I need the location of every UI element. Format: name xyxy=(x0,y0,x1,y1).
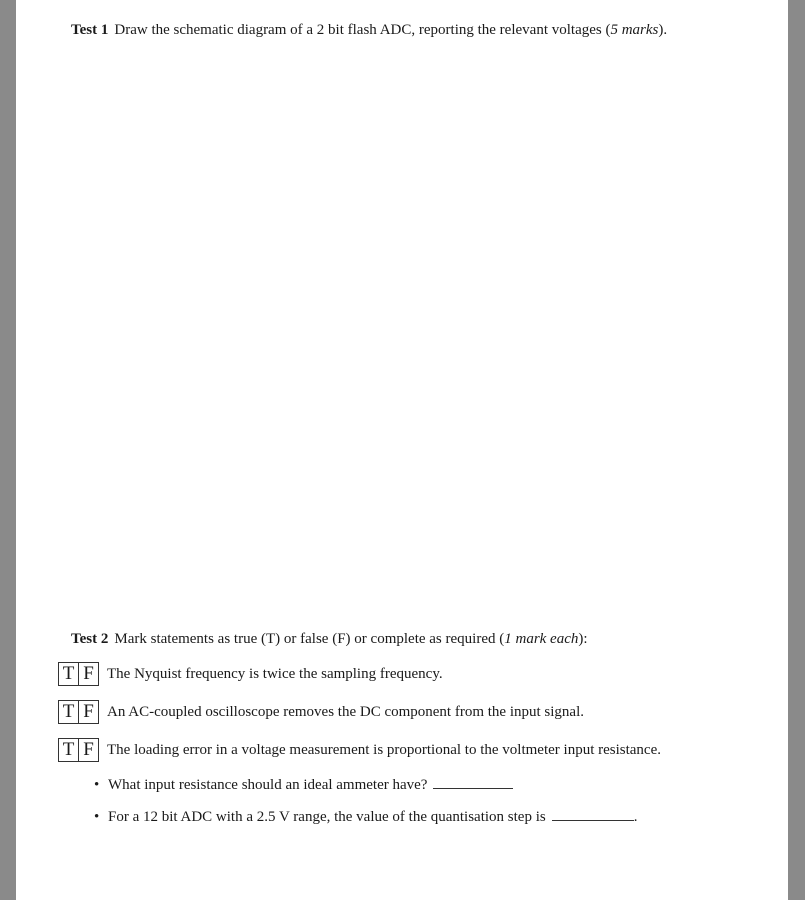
true-box[interactable]: T xyxy=(62,739,75,760)
statement-text: The loading error in a voltage measurement is proportional to the voltmeter input resistance. xyxy=(107,741,661,758)
false-box[interactable]: F xyxy=(78,663,98,685)
test1-heading xyxy=(71,22,667,39)
bullet-text: For a 12 bit ADC with a 2.5 V range, the value of the quantisation step is xyxy=(108,809,546,825)
answer-blank[interactable] xyxy=(433,787,513,789)
statement-text: The Nyquist frequency is twice the sampling frequency. xyxy=(107,665,443,682)
tf-box xyxy=(58,700,99,724)
false-box[interactable]: F xyxy=(78,739,98,761)
tf-statement-2 xyxy=(58,700,584,724)
test1-suffix: ). xyxy=(658,22,668,38)
true-box[interactable]: T xyxy=(62,663,75,684)
bullet-text: What input resistance should an ideal ammeter have? xyxy=(108,777,428,793)
test1-text: Draw the schematic diagram of a 2 bit flash ADC, reporting the relevant voltages ( xyxy=(114,22,611,38)
test2-heading xyxy=(71,631,588,648)
test1-number: Test 1 xyxy=(71,22,109,38)
test2-marks: 1 mark each xyxy=(504,631,579,647)
tf-box xyxy=(58,738,99,762)
bullet-icon: • xyxy=(94,809,100,825)
test1-marks: 5 marks xyxy=(610,22,659,38)
tf-statement-3 xyxy=(58,738,661,762)
test2-number: Test 2 xyxy=(71,631,109,647)
statement-text: An AC-coupled oscilloscope removes the DC component from the input signal. xyxy=(107,703,584,720)
bullet-question-1 xyxy=(94,777,513,794)
true-box[interactable]: T xyxy=(62,701,75,722)
bullet-after: . xyxy=(633,809,638,825)
tf-statement-1 xyxy=(58,662,443,686)
bullet-icon: • xyxy=(94,777,100,793)
bullet-question-2 xyxy=(94,809,637,826)
test2-suffix: ): xyxy=(578,631,588,647)
tf-box xyxy=(58,662,99,686)
exam-page xyxy=(16,0,788,900)
test2-text: Mark statements as true (T) or false (F) or complete as required ( xyxy=(114,631,505,647)
answer-blank[interactable] xyxy=(552,819,634,821)
false-box[interactable]: F xyxy=(78,701,98,723)
